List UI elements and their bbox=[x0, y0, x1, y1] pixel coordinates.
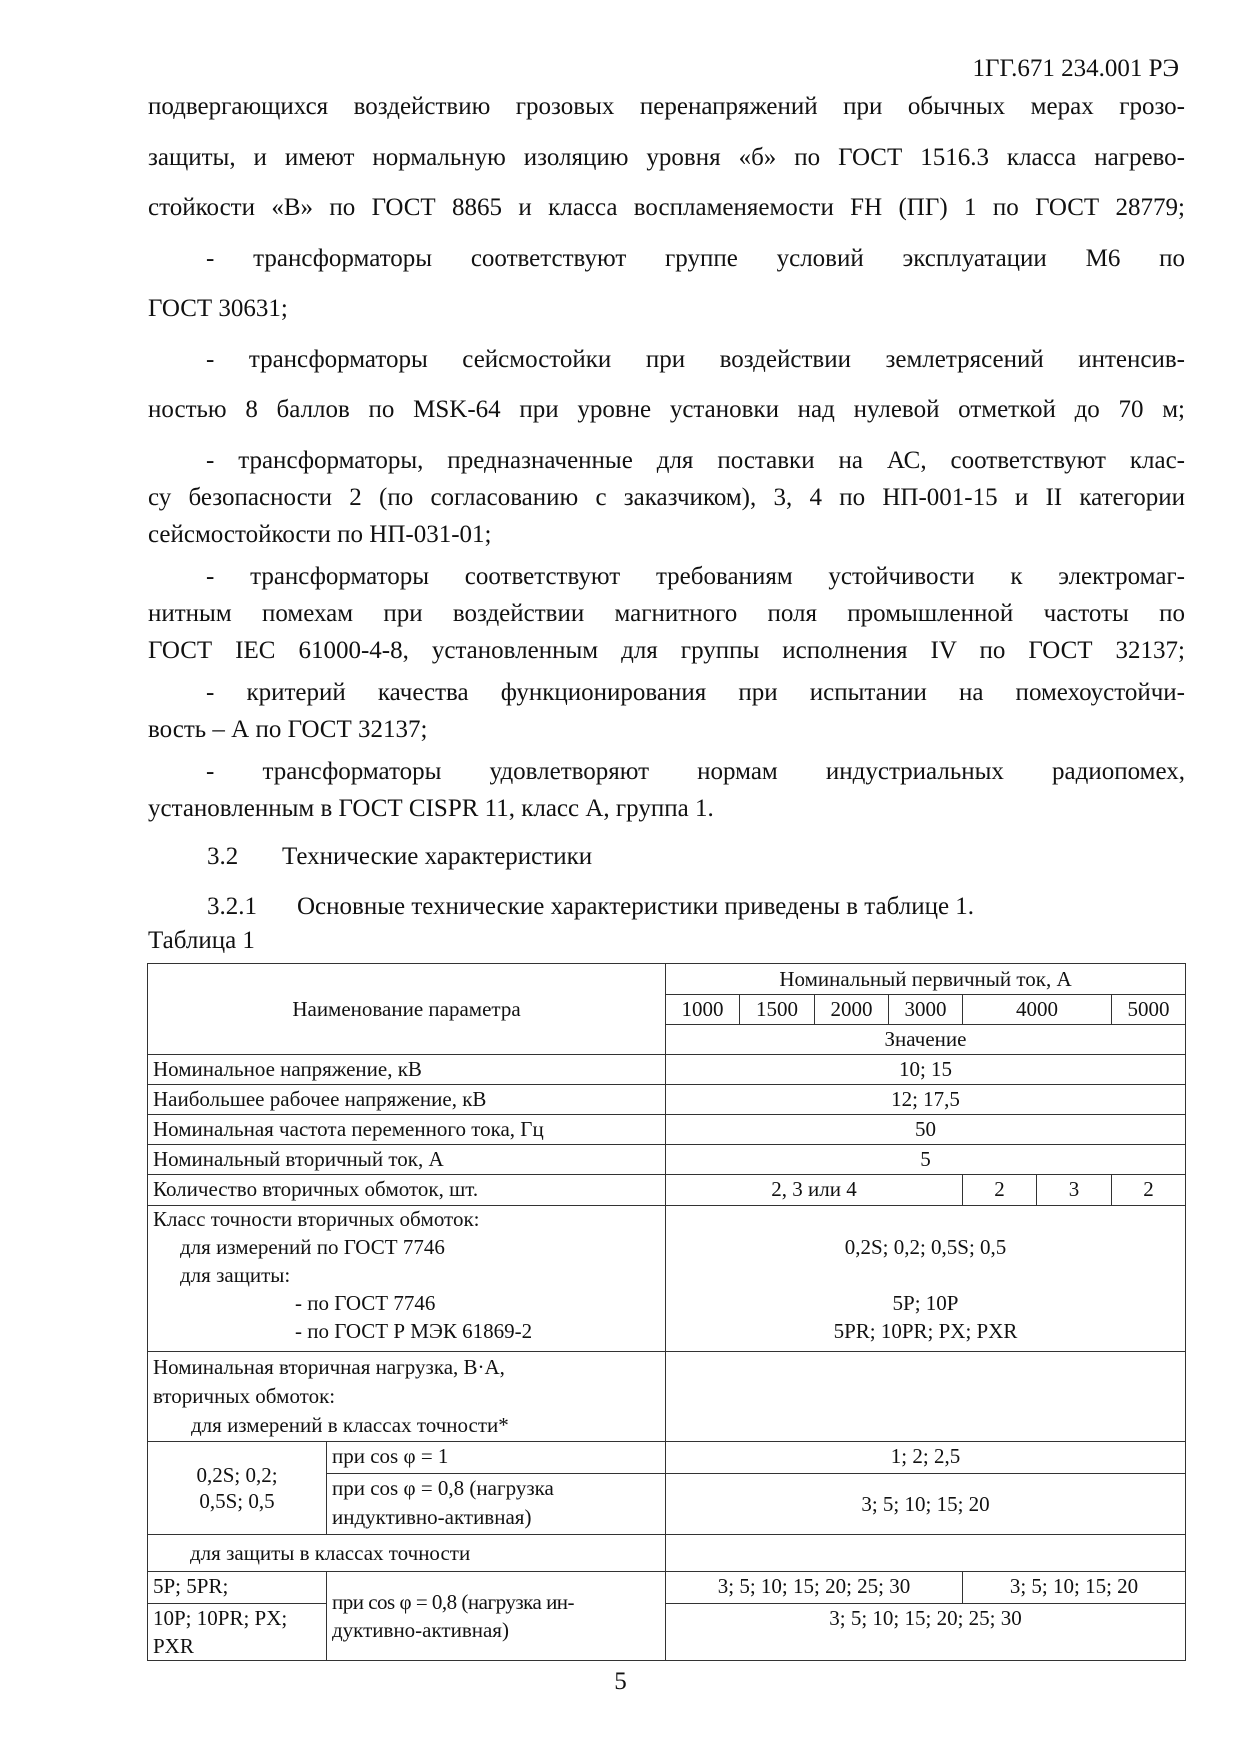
header-param-name: Наименование параметра bbox=[147, 963, 666, 1055]
text-line: установленным в ГОСТ CISPR 11, класс А, группа 1. bbox=[148, 795, 714, 822]
burden-protect-a-value-right: 3; 5; 10; 15; 20 bbox=[962, 1571, 1186, 1604]
accuracy-protect-gost-value: 5P; 10P bbox=[892, 1291, 959, 1315]
accuracy-protect-gost: - по ГОСТ 7746 bbox=[295, 1291, 436, 1315]
burden-title bbox=[147, 1351, 666, 1442]
section-title: Технические характеристики bbox=[282, 843, 593, 870]
burden-cos08-label bbox=[326, 1473, 666, 1535]
burden-measure-classes bbox=[147, 1441, 327, 1535]
header-value: Значение bbox=[665, 1024, 1186, 1055]
burden-protect-label: для защиты в классах точности bbox=[147, 1534, 666, 1572]
text-line: - трансформаторы соответствуют группе условий эксплуатации М6 по bbox=[206, 245, 1185, 272]
header-current-1500: 1500 bbox=[739, 994, 815, 1025]
burden-protect-b-value: 3; 5; 10; 15; 20; 25; 30 bbox=[665, 1603, 1186, 1661]
text-line: сейсмостойкости по НП-031-01; bbox=[148, 521, 492, 548]
burden-cos08-value: 3; 5; 10; 15; 20 bbox=[665, 1473, 1186, 1535]
burden-title-line-1: Номинальная вторичная нагрузка, В·А, bbox=[153, 1355, 505, 1379]
text-line: защиты, и имеют нормальную изоляцию уровня «б» по ГОСТ 1516.3 класса нагрево- bbox=[148, 144, 1185, 171]
row-value: 2, 3 или 4 bbox=[665, 1174, 963, 1206]
burden-cos1-label: при cos φ = 1 bbox=[326, 1441, 666, 1474]
row-name: Номинальная частота переменного тока, Гц bbox=[147, 1114, 666, 1145]
accuracy-class-names bbox=[147, 1205, 666, 1352]
burden-cos1-value: 1; 2; 2,5 bbox=[665, 1441, 1186, 1474]
row-name: Количество вторичных обмоток, шт. bbox=[147, 1174, 666, 1206]
cos08-label-line-1: при cos φ = 0,8 (нагрузка bbox=[332, 1476, 554, 1500]
header-current-4000: 4000 bbox=[962, 994, 1112, 1025]
cos08-label-line-2: индуктивно-активная) bbox=[332, 1505, 532, 1529]
protect-class-b-line-2: PXR bbox=[153, 1634, 194, 1658]
text-line: - трансформаторы, предназначенные для поставки на АС, соответствуют клас- bbox=[206, 447, 1185, 474]
row-value: 10; 15 bbox=[665, 1054, 1186, 1085]
table-caption: Таблица 1 bbox=[148, 927, 255, 954]
text-line: - трансформаторы удовлетворяют нормам индустриальных радиопомех, bbox=[206, 758, 1185, 785]
row-value: 3 bbox=[1036, 1174, 1112, 1206]
row-value: 2 bbox=[1111, 1174, 1186, 1206]
row-name: Номинальный вторичный ток, А bbox=[147, 1144, 666, 1175]
text-line: - критерий качества функционирования при испытании на помехоустойчи- bbox=[206, 679, 1185, 706]
row-value: 5 bbox=[665, 1144, 1186, 1175]
burden-protect-a-value-left: 3; 5; 10; 15; 20; 25; 30 bbox=[665, 1571, 963, 1604]
text-line: су безопасности 2 (по согласованию с заказчиком), 3, 4 по НП-001-15 и II категории bbox=[148, 484, 1185, 511]
row-value: 2 bbox=[962, 1174, 1037, 1206]
burden-title-value-empty bbox=[665, 1351, 1186, 1442]
accuracy-measure-value: 0,2S; 0,2; 0,5S; 0,5 bbox=[844, 1235, 1007, 1259]
text-line: вость – А по ГОСТ 32137; bbox=[148, 716, 428, 743]
protect-class-b-line-1: 10P; 10PR; PX; bbox=[153, 1606, 288, 1630]
header-current-3000: 3000 bbox=[888, 994, 963, 1025]
text-line: - трансформаторы сейсмостойки при воздействии землетрясений интенсив- bbox=[206, 346, 1185, 373]
accuracy-measure-label: для измерений по ГОСТ 7746 bbox=[180, 1235, 445, 1259]
accuracy-protect-iec: - по ГОСТ Р МЭК 61869-2 bbox=[295, 1319, 533, 1343]
section-number: 3.2 bbox=[207, 843, 239, 870]
burden-measure-label: для измерений в классах точности* bbox=[191, 1413, 509, 1437]
text-line: - трансформаторы соответствуют требованиям устойчивости к электромаг- bbox=[206, 563, 1185, 590]
row-value: 50 bbox=[665, 1114, 1186, 1145]
row-name: Наибольшее рабочее напряжение, кВ bbox=[147, 1084, 666, 1115]
text-line: стойкости «В» по ГОСТ 8865 и класса воспламеняемости FH (ПГ) 1 по ГОСТ 28779; bbox=[148, 194, 1185, 221]
burden-title-line-2: вторичных обмоток: bbox=[153, 1384, 336, 1408]
subsection-number: 3.2.1 bbox=[207, 893, 257, 920]
header-current-5000: 5000 bbox=[1111, 994, 1186, 1025]
text-line: ГОСТ IEC 61000-4-8, установленным для группы исполнения IV по ГОСТ 32137; bbox=[148, 637, 1185, 664]
accuracy-protect-iec-value: 5PR; 10PR; PX; PXR bbox=[833, 1319, 1018, 1343]
page-number: 5 bbox=[614, 1668, 627, 1695]
protect-cos-line-1: при cos φ = 0,8 (нагрузка ин- bbox=[332, 1590, 575, 1614]
text-line: нитным помехам при воздействии магнитного поля промышленной частоты по bbox=[148, 600, 1185, 627]
burden-protect-cos bbox=[326, 1571, 666, 1661]
burden-protect-class-b bbox=[147, 1603, 327, 1661]
measure-classes-line-2: 0,5S; 0,5 bbox=[199, 1489, 275, 1513]
row-name: Номинальное напряжение, кВ bbox=[147, 1054, 666, 1085]
header-current-1000: 1000 bbox=[665, 994, 740, 1025]
text-line: ГОСТ 30631; bbox=[148, 295, 288, 322]
row-value: 12; 17,5 bbox=[665, 1084, 1186, 1115]
text-line: ностью 8 баллов по MSK-64 при уровне установки над нулевой отметкой до 70 м; bbox=[148, 396, 1185, 423]
header-current-2000: 2000 bbox=[814, 994, 889, 1025]
subsection-text: Основные технические характеристики приведены в таблице 1. bbox=[297, 893, 975, 920]
document-code: 1ГГ.671 234.001 РЭ bbox=[972, 55, 1179, 82]
accuracy-title: Класс точности вторичных обмоток: bbox=[153, 1207, 480, 1231]
protect-cos-line-2: дуктивно-активная) bbox=[332, 1618, 509, 1642]
text-line: подвергающихся воздействию грозовых перенапряжений при обычных мерах грозо- bbox=[148, 93, 1185, 120]
accuracy-protect-label: для защиты: bbox=[180, 1263, 291, 1287]
accuracy-class-values bbox=[665, 1205, 1186, 1352]
burden-protect-class-a: 5P; 5PR; bbox=[147, 1571, 327, 1604]
burden-protect-value-empty bbox=[665, 1534, 1186, 1572]
measure-classes-line-1: 0,2S; 0,2; bbox=[196, 1463, 278, 1487]
header-primary-current: Номинальный первичный ток, А bbox=[665, 963, 1186, 995]
